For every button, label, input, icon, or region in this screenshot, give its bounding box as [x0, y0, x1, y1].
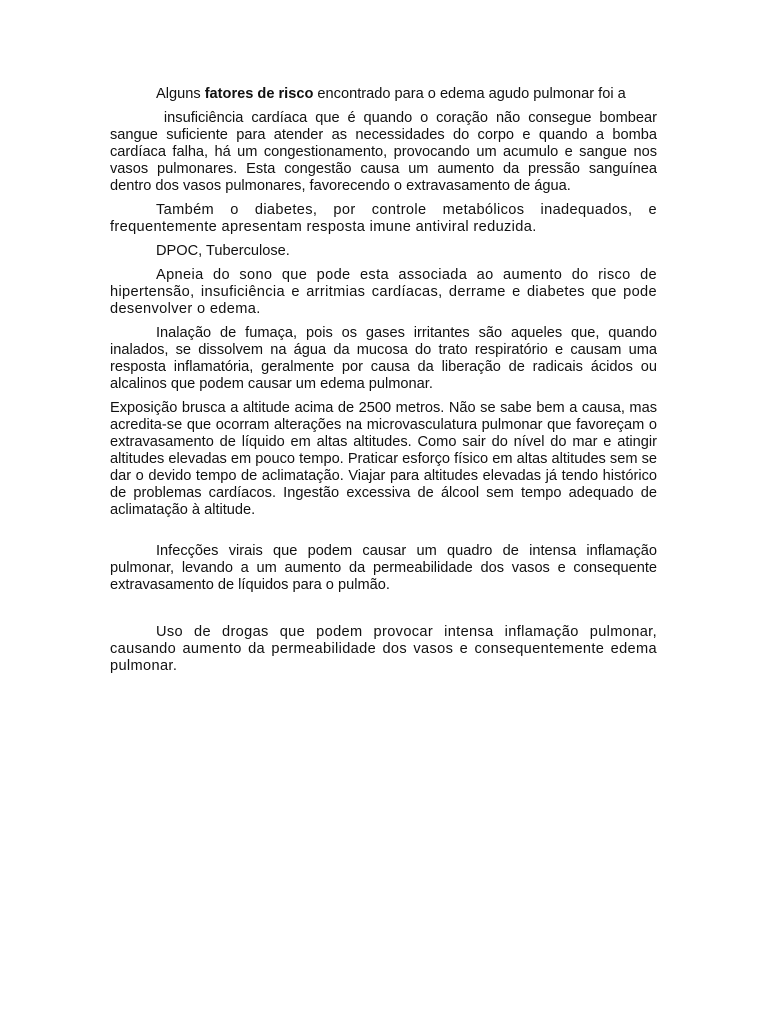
paragraph-altitude: Exposição brusca a altitude acima de 2500 metros. Não se sabe bem a causa, mas acredita-se que ocorram alterações na microvasculatura pulmonar que favoreçam o extravasamento de líquido em altas altitudes. Como sair do nível do mar e atingir altitudes elevadas em pouco tempo. Praticar esforço físico em altas altitudes sem se dar o devido tempo de aclimatação. Viajar para altitudes elevadas já tendo histórico de problemas cardíacos. Ingestão excessiva de álcool sem tempo adequado de aclimatação à altitude.: [110, 400, 657, 518]
paragraph-copd-tb: DPOC, Tuberculose.: [156, 243, 290, 259]
paragraph-sleep-apnea: Apneia do sono que pode esta associada ao aumento do risco de hipertensão, insuficiência e arritmias cardíacas, derrame e diabetes que pode desenvolver o edema.: [110, 267, 657, 317]
paragraph-diabetes: Também o diabetes, por controle metabólicos inadequados, e frequentemente apresentam resposta imune antiviral reduzida.: [110, 202, 657, 235]
intro-rest: encontrado para o edema agudo pulmonar foi a: [313, 86, 626, 102]
paragraph-smoke-inhalation: Inalação de fumaça, pois os gases irritantes são aqueles que, quando inalados, se dissolvem na água da mucosa do trato respiratório e causam uma resposta inflamatória, geralmente por causa da liberação de radicais ácidos ou alcalinos que podem causar um edema pulmonar.: [110, 325, 657, 392]
intro-paragraph: [110, 86, 657, 103]
intro-lead: Alguns: [156, 86, 205, 102]
paragraph-drug-use: Uso de drogas que podem provocar intensa inflamação pulmonar, causando aumento da permeabilidade dos vasos e consequentemente edema pulmonar.: [110, 624, 657, 674]
paragraph-heart-failure: insuficiência cardíaca que é quando o coração não consegue bombear sangue suficiente para atender as necessidades do corpo e quando a bomba cardíaca falha, há um congestionamento, provocando um acumulo e sangue nos vasos pulmonares. Esta congestão causa um aumento da pressão sanguínea dentro dos vasos pulmonares, favorecendo o extravasamento de água.: [110, 110, 662, 194]
paragraph-viral-infections: Infecções virais que podem causar um quadro de intensa inflamação pulmonar, levando a um aumento da permeabilidade dos vasos e consequente extravasamento de líquidos para o pulmão.: [110, 543, 657, 593]
intro-bold-term: fatores de risco: [204, 86, 314, 102]
document-body: [110, 86, 662, 675]
